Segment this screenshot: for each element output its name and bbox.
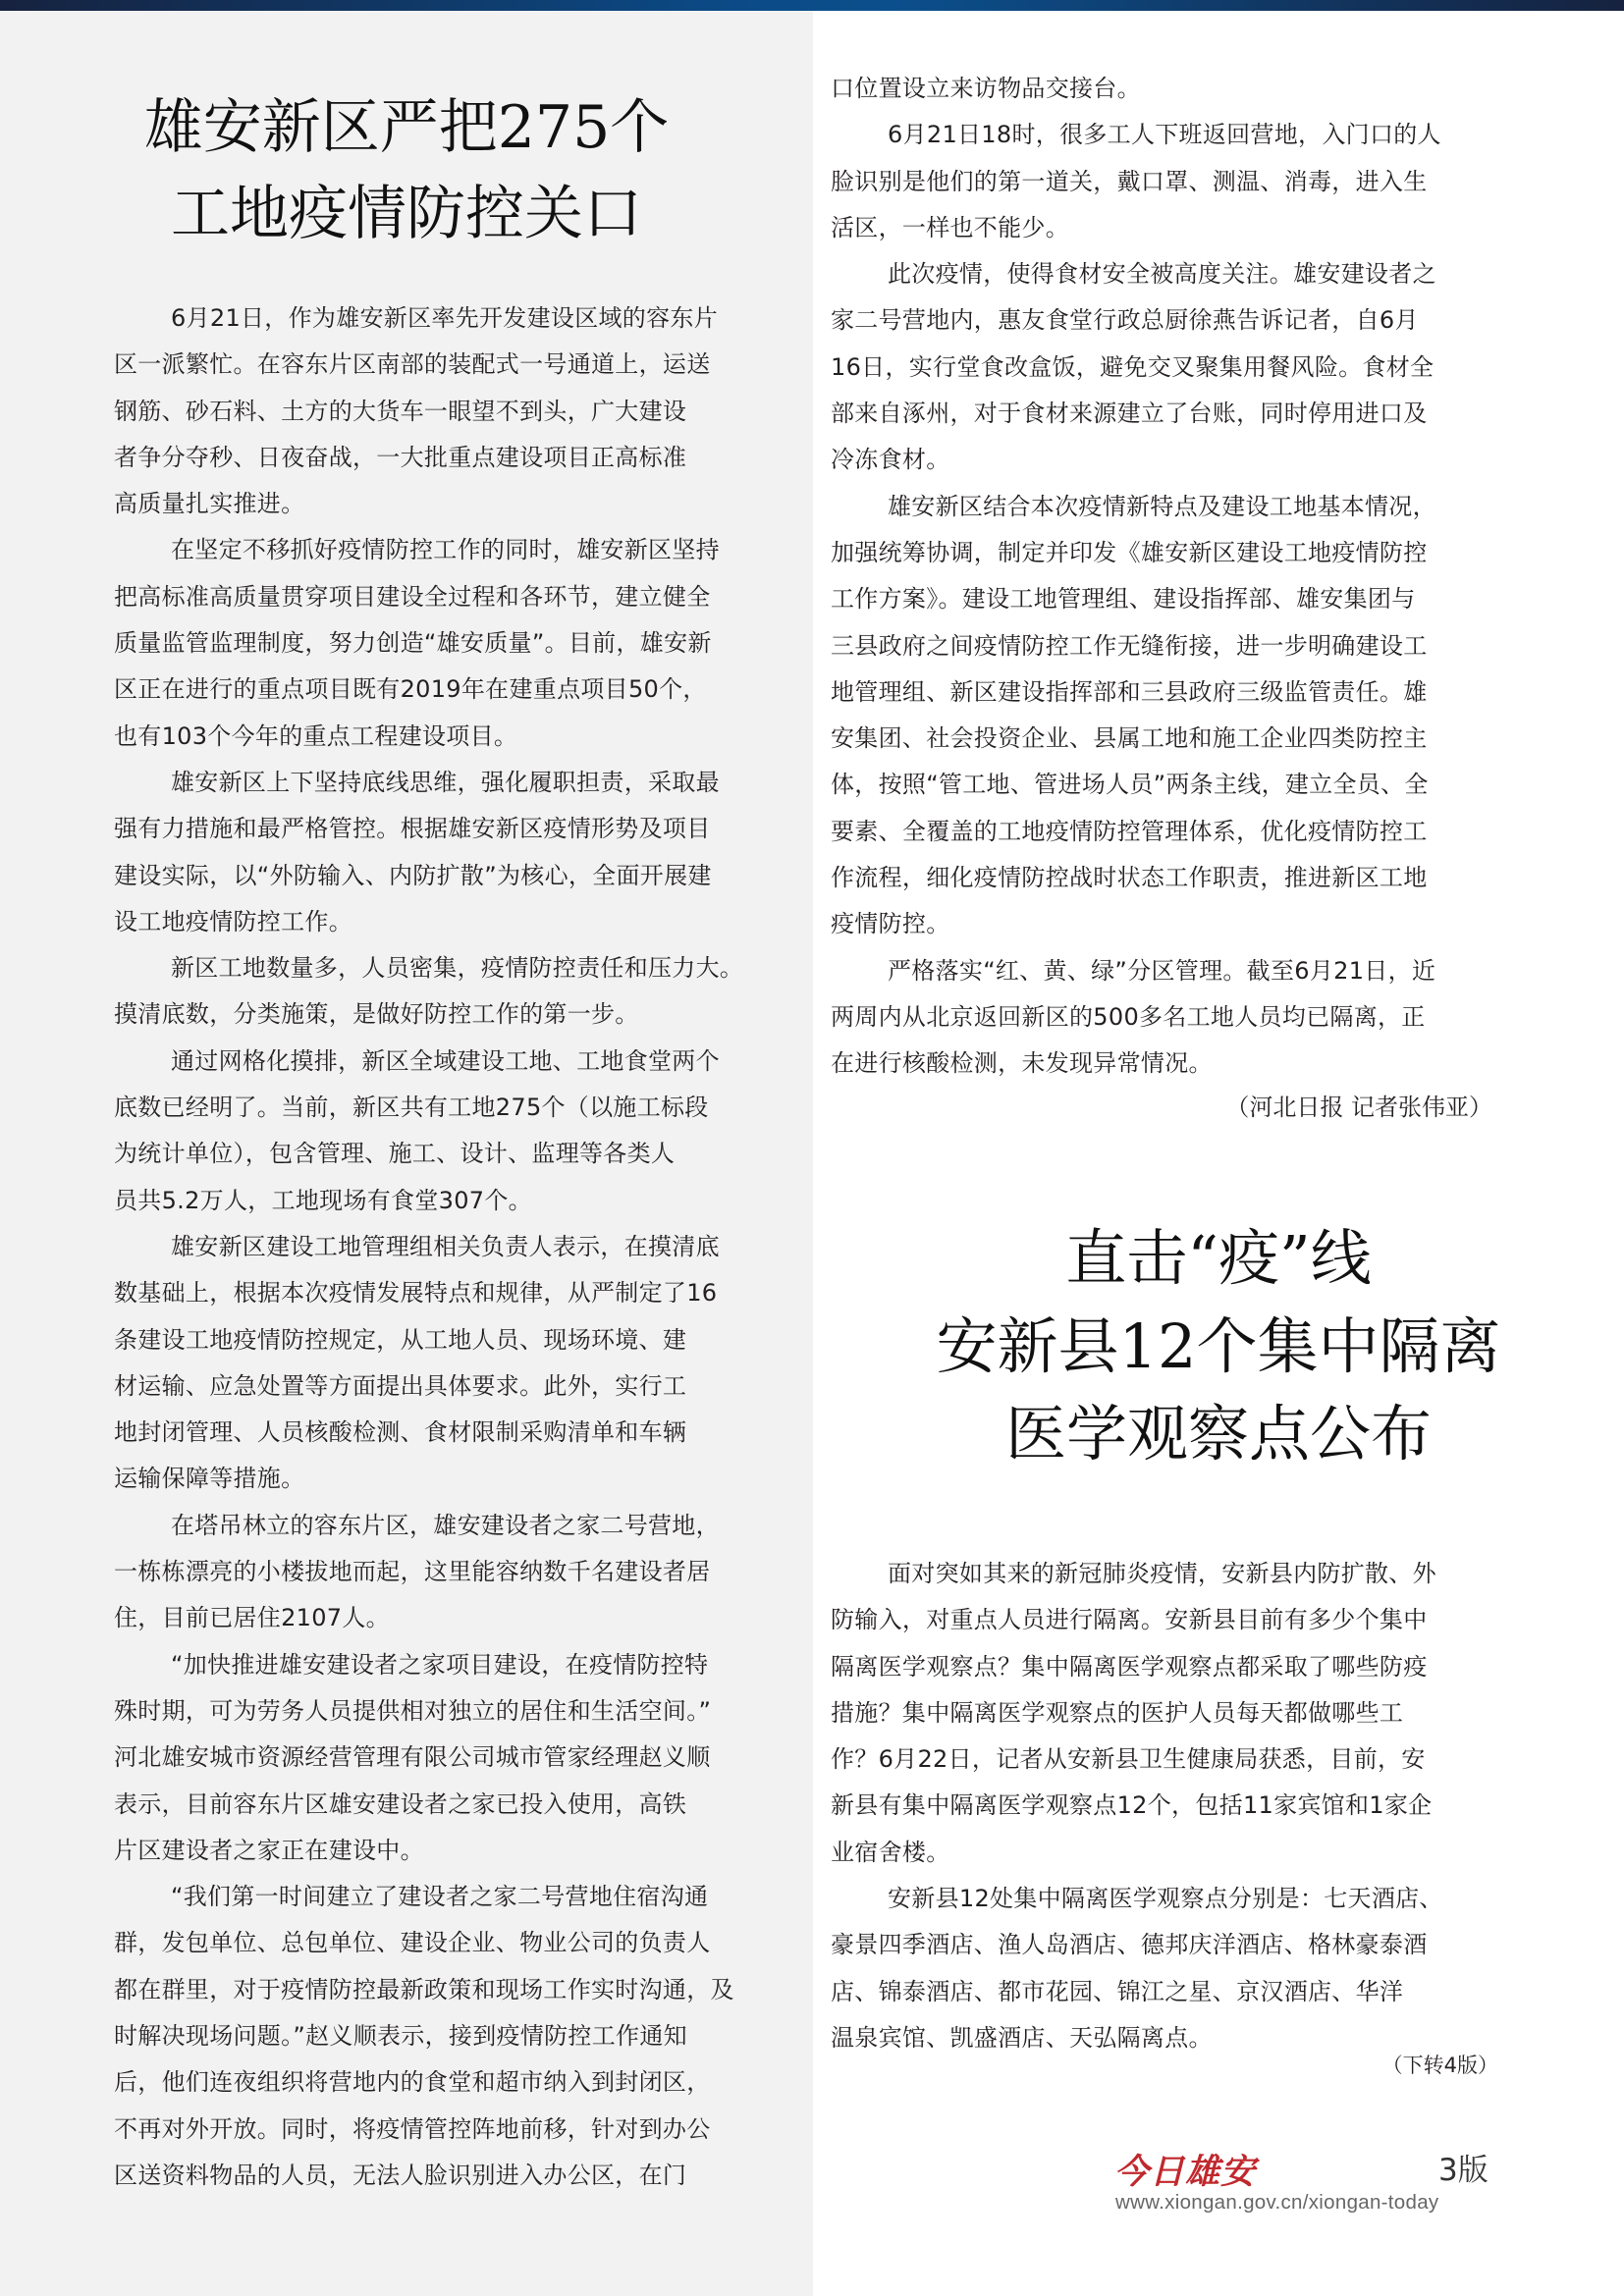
text-line: 防输入，对重点人员进行隔离。安新县目前有多少个集中 <box>831 1606 1428 1634</box>
text-line: 地封闭管理、人员核酸检测、食材限制采购清单和车辆 <box>114 1418 687 1447</box>
text-line: 都在群里，对于疫情防控最新政策和现场工作实时沟通，及 <box>114 1975 734 2003</box>
article1-headline-line2: 工地疫情防控关口 <box>171 180 642 248</box>
text-line: 豪景四季酒店、渔人岛酒店、德邦庆洋酒店、格林豪泰酒 <box>831 1931 1428 1959</box>
text-line: 河北雄安城市资源经营管理有限公司城市管家经理赵义顺 <box>114 1743 711 1772</box>
text-line: 在进行核酸检测，未发现异常情况。 <box>831 1049 1213 1078</box>
text-line: 活区，一样也不能少。 <box>831 213 1069 241</box>
text-line: 把高标准高质量贯穿项目建设全过程和各环节，建立健全 <box>114 582 711 611</box>
text-line: 口位置设立来访物品交接台。 <box>831 75 1141 102</box>
text-line: “我们第一时间建立了建设者之家二号营地住宿沟通 <box>171 1883 709 1911</box>
top-color-bar <box>0 0 1624 11</box>
text-line: 钢筋、砂石料、土方的大货车一眼望不到头，广大建设 <box>114 397 687 425</box>
text-line: 在塔吊林立的容东片区，雄安建设者之家二号营地， <box>171 1511 720 1539</box>
text-line: 建设实际，以“外防输入、内防扩散”为核心，全面开展建 <box>114 861 712 889</box>
text-line: 措施？集中隔离医学观察点的医护人员每天都做哪些工 <box>831 1698 1404 1727</box>
text-line: 强有力措施和最严格管控。根据雄安新区疫情形势及项目 <box>114 815 711 843</box>
text-line: 6月21日18时，很多工人下班返回营地，入门口的人 <box>888 121 1441 149</box>
text-line: 两周内从北京返回新区的500多名工地人员均已隔离，正 <box>831 1002 1426 1031</box>
text-line: 业宿舍楼。 <box>831 1838 950 1866</box>
text-line: 时解决现场问题。”赵义顺表示，接到疫情防控工作通知 <box>114 2021 687 2050</box>
text-line: 安集团、社会投资企业、县属工地和施工企业四类防控主 <box>831 724 1428 753</box>
article1-headline <box>0 84 813 257</box>
article2-body <box>831 1551 1518 2061</box>
text-line: 一栋栋漂亮的小楼拔地而起，这里能容纳数千名建设者居 <box>114 1558 711 1586</box>
text-line: 此次疫情，使得食材安全被高度关注。雄安建设者之 <box>888 260 1436 289</box>
text-line: 不再对外开放。同时，将疫情管控阵地前移，针对到办公 <box>114 2114 711 2143</box>
text-line: 区正在进行的重点项目既有2019年在建重点项目50个， <box>114 675 707 704</box>
text-line: 质量监管监理制度，努力创造“雄安质量”。目前，雄安新 <box>114 629 712 658</box>
newspaper-logo: 今日雄安 <box>1114 2152 1257 2192</box>
text-line: 严格落实“红、黄、绿”分区管理。截至6月21日，近 <box>888 956 1436 985</box>
text-line: 作流程，细化疫情防控战时状态工作职责，推进新区工地 <box>831 864 1428 892</box>
article2-headline <box>813 1214 1624 1478</box>
text-line: 脸识别是他们的第一道关，戴口罩、测温、消毒，进入生 <box>831 167 1428 195</box>
text-line: 片区建设者之家正在建设中。 <box>114 1836 424 1864</box>
page-number: 3版 <box>1438 2153 1489 2188</box>
article2-headline-line2: 安新县12个集中隔离 <box>936 1309 1501 1382</box>
text-line: 加强统筹协调，制定并印发《雄安新区建设工地疫情防控 <box>831 538 1428 566</box>
text-line: 隔离医学观察点？集中隔离医学观察点都采取了哪些防疫 <box>831 1652 1428 1681</box>
text-line: 员共5.2万人，工地现场有食堂307个。 <box>114 1186 532 1214</box>
article1-body-right <box>831 66 1518 1088</box>
continued-note: （下转4版） <box>1381 2054 1498 2077</box>
article2-headline-line3: 医学观察点公布 <box>1004 1398 1432 1469</box>
text-line: 运输保障等措施。 <box>114 1465 305 1493</box>
text-line: 数基础上，根据本次疫情发展特点和规律，从严制定了16 <box>114 1279 718 1308</box>
article2-headline-line1: 直击“疫”线 <box>1065 1222 1372 1294</box>
text-line: 三县政府之间疫情防控工作无缝衔接，进一步明确建设工 <box>831 631 1428 660</box>
text-line: 部来自涿州，对于食材来源建立了台账，同时停用进口及 <box>831 400 1428 428</box>
text-line: 疫情防控。 <box>831 910 950 938</box>
text-line: 地管理组、新区建设指挥部和三县政府三级监管责任。雄 <box>831 677 1428 706</box>
text-line: 区一派繁忙。在容东片区南部的装配式一号通道上，运送 <box>114 350 711 379</box>
text-line: 摸清底数，分类施策，是做好防控工作的第一步。 <box>114 1000 639 1029</box>
text-line: 在坚定不移抓好疫情防控工作的同时，雄安新区坚持 <box>171 536 720 564</box>
website-url[interactable]: www.xiongan.gov.cn/xiongan-today <box>1115 2191 1439 2214</box>
article1-headline-line1: 雄安新区严把275个 <box>143 93 670 162</box>
text-line: 6月21日，作为雄安新区率先开发建设区域的容东片 <box>171 304 719 332</box>
text-line: 材运输、应急处置等方面提出具体要求。此外，实行工 <box>114 1371 687 1400</box>
text-line: 为统计单位），包含管理、施工、设计、监理等各类人 <box>114 1140 676 1168</box>
text-line: 新区工地数量多，人员密集，疫情防控责任和压力大。 <box>171 954 744 983</box>
text-line: 作？6月22日，记者从安新县卫生健康局获悉，目前，安 <box>831 1745 1426 1774</box>
text-line: 店、锦泰酒店、都市花园、锦江之星、京汉酒店、华洋 <box>831 1977 1404 2005</box>
text-line: 面对突如其来的新冠肺炎疫情，安新县内防扩散、外 <box>888 1560 1436 1587</box>
text-line: 条建设工地疫情防控规定，从工地人员、现场环境、建 <box>114 1325 687 1354</box>
text-line: 家二号营地内，惠友食堂行政总厨徐燕告诉记者，自6月 <box>831 306 1419 335</box>
article1-byline: （河北日报 记者张伟亚） <box>1225 1094 1492 1121</box>
text-line: 底数已经明了。当前，新区共有工地275个（以施工标段 <box>114 1094 709 1122</box>
text-line: 设工地疫情防控工作。 <box>114 907 352 935</box>
text-line: 雄安新区建设工地管理组相关负责人表示，在摸清底 <box>171 1232 720 1260</box>
text-line: 高质量扎实推进。 <box>114 490 305 518</box>
text-line: 安新县12处集中隔离医学观察点分别是：七天酒店、 <box>888 1885 1443 1913</box>
text-line: 住，目前已居住2107人。 <box>114 1604 390 1632</box>
text-line: 体，按照“管工地、管进场人员”两条主线，建立全员、全 <box>831 771 1429 799</box>
text-line: 工作方案》。建设工地管理组、建设指挥部、雄安集团与 <box>831 585 1416 614</box>
text-line: 温泉宾馆、凯盛酒店、天弘隔离点。 <box>831 2023 1213 2052</box>
text-line: 后，他们连夜组织将营地内的食堂和超市纳入到封闭区， <box>114 2068 711 2097</box>
text-line: 也有103个今年的重点工程建设项目。 <box>114 721 518 750</box>
text-line: 群，发包单位、总包单位、建设企业、物业公司的负责人 <box>114 1929 711 1957</box>
text-line: 殊时期，可为劳务人员提供相对独立的居住和生活空间。” <box>114 1696 712 1725</box>
text-line: 者争分夺秒、日夜奋战，一大批重点建设项目正高标准 <box>114 443 687 471</box>
text-line: 16日，实行堂食改盒饭，避免交叉聚集用餐风险。食材全 <box>831 352 1435 381</box>
text-line: 雄安新区结合本次疫情新特点及建设工地基本情况， <box>888 492 1436 520</box>
text-line: 通过网格化摸排，新区全域建设工地、工地食堂两个 <box>171 1046 720 1075</box>
text-line: “加快推进雄安建设者之家项目建设，在疫情防控特 <box>171 1650 709 1679</box>
text-line: 区送资料物品的人员，无法人脸识别进入办公区，在门 <box>114 2161 687 2189</box>
text-line: 表示，目前容东片区雄安建设者之家已投入使用，高铁 <box>114 1789 687 1818</box>
article1-body-left <box>114 295 801 2199</box>
text-line: 雄安新区上下坚持底线思维，强化履职担责，采取最 <box>171 768 720 796</box>
text-line: 要素、全覆盖的工地疫情防控管理体系，优化疫情防控工 <box>831 817 1428 845</box>
text-line: 新县有集中隔离医学观察点12个，包括11家宾馆和1家企 <box>831 1791 1433 1820</box>
text-line: 冷冻食材。 <box>831 446 950 474</box>
